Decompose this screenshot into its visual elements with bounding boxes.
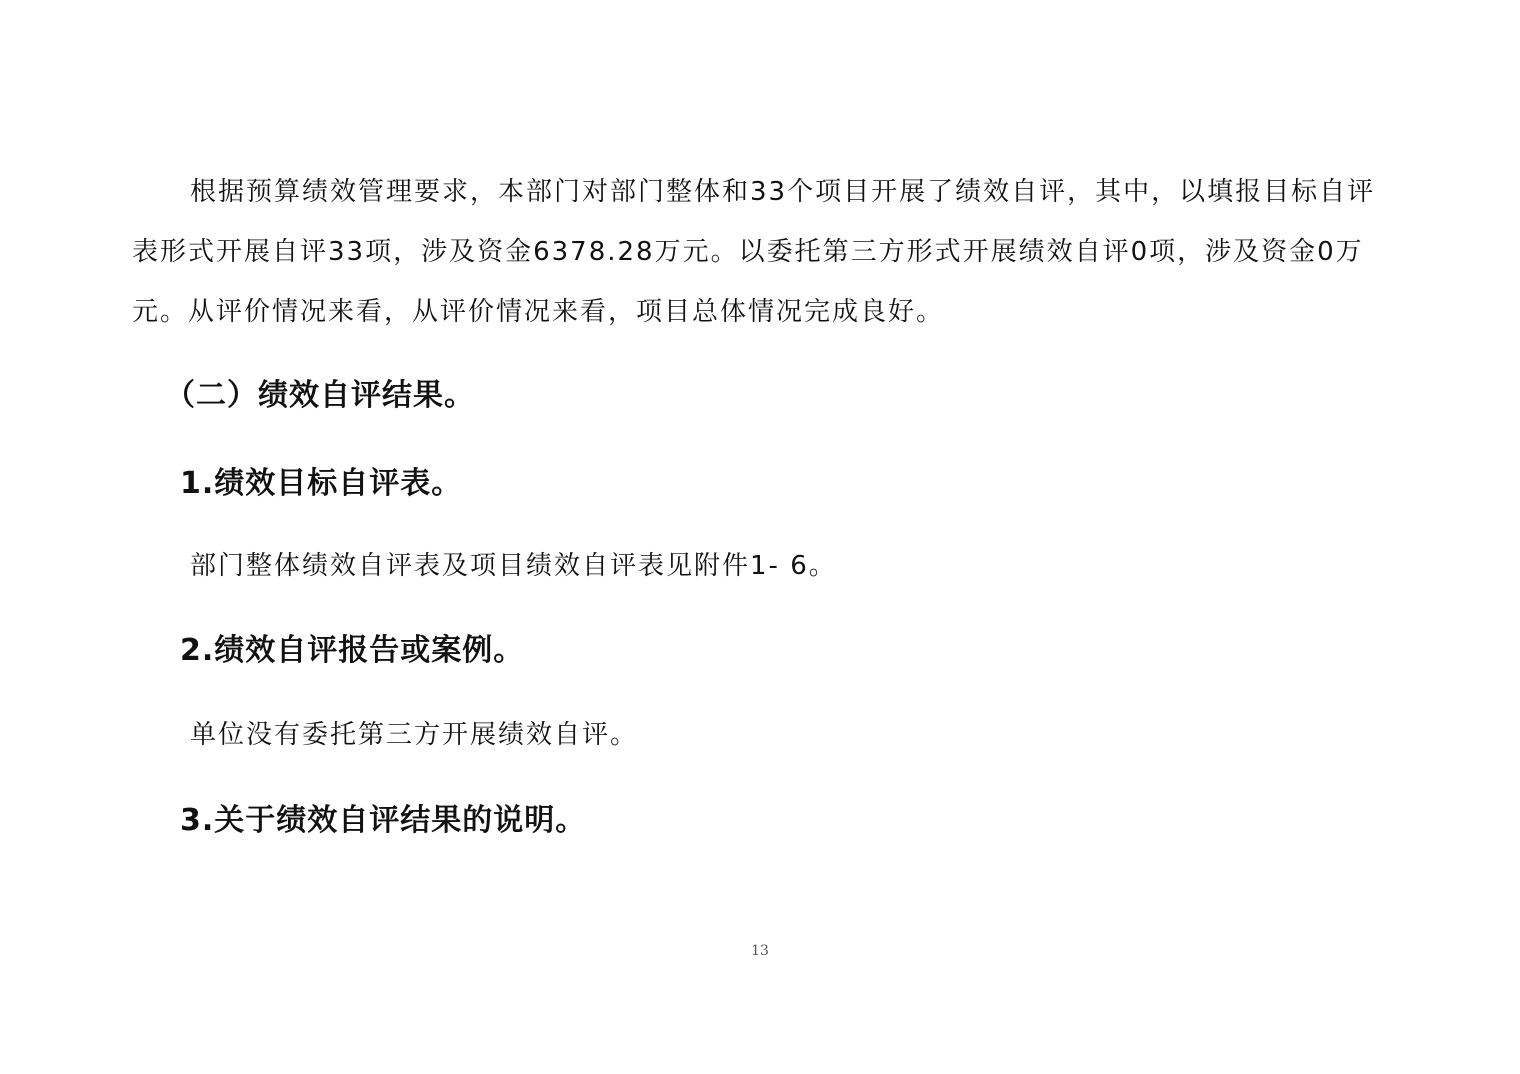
- subsection-body-1: 部门整体绩效自评表及项目绩效自评表见附件1- 6。: [190, 551, 837, 581]
- subsection-heading-1: 1.绩效目标自评表。: [180, 466, 463, 501]
- subsection-heading-2: 2.绩效自评报告或案例。: [180, 633, 525, 668]
- intro-paragraph: 根据预算绩效管理要求，本部门对部门整体和33个项目开展了绩效自评，其中，以填报目标自评表形式开展自评33项，涉及资金6378.28万元。以委托第三方形式开展绩效自评0项，涉及资金0万元。从评价情况来看，从评价情况来看，项目总体情况完成良好。: [132, 177, 1376, 327]
- subsection-heading-3: 3.关于绩效自评结果的说明。: [180, 803, 587, 838]
- page-number: 13: [751, 943, 769, 959]
- section-heading: （二）绩效自评结果。: [165, 378, 475, 413]
- subsection-body-2: 单位没有委托第三方开展绩效自评。: [190, 720, 639, 750]
